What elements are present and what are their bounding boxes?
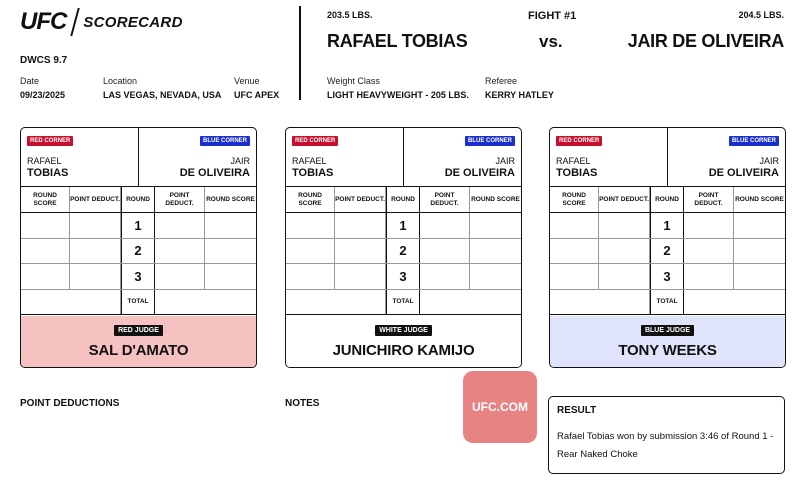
venue-label: Venue <box>234 76 260 86</box>
blue-deduct-cell <box>155 213 205 238</box>
date-label: Date <box>20 76 40 86</box>
red-score-cell <box>550 213 599 238</box>
blue-first-name: JAIR <box>495 156 515 166</box>
referee-value: KERRY HATLEY <box>485 90 554 100</box>
blue-score-cell <box>470 264 521 289</box>
round-row <box>550 264 785 290</box>
red-score-cell <box>21 264 70 289</box>
red-point-deduct-header: POINT DEDUCT. <box>335 187 386 212</box>
blue-weight: 204.5 LBS. <box>738 10 784 20</box>
weightclass-block <box>327 76 469 100</box>
red-corner-cell <box>21 128 139 186</box>
judge-scorecard <box>20 127 257 368</box>
round-number: 1 <box>386 213 420 238</box>
red-corner-cell <box>286 128 404 186</box>
logo-divider <box>71 8 81 36</box>
date-block <box>20 76 65 100</box>
blue-score-cell <box>205 213 256 238</box>
blue-score-cell <box>470 239 521 264</box>
red-point-deduct-header: POINT DEDUCT. <box>70 187 121 212</box>
red-score-cell <box>21 239 70 264</box>
red-total-cell <box>286 290 386 315</box>
blue-score-cell <box>734 264 785 289</box>
blue-round-score-header: ROUND SCORE <box>471 195 520 203</box>
blue-score-cell <box>205 239 256 264</box>
blue-last-name: DE OLIVEIRA <box>179 167 250 179</box>
blue-round-score-header: ROUND SCORE <box>735 195 784 203</box>
ufc-com-label: UFC.COM <box>472 400 528 414</box>
blue-fighter-name: JAIR DE OLIVEIRA <box>627 31 784 51</box>
red-deduct-cell <box>599 264 650 289</box>
red-score-cell <box>286 264 335 289</box>
result-box <box>548 396 785 474</box>
blue-deduct-cell <box>684 264 734 289</box>
red-corner-tag: RED CORNER <box>556 136 602 146</box>
blue-score-cell <box>470 213 521 238</box>
blue-corner-cell <box>139 128 256 186</box>
judge-box <box>550 316 785 367</box>
blue-first-name: JAIR <box>759 156 779 166</box>
location-block <box>103 76 221 100</box>
round-row <box>550 213 785 239</box>
blue-first-name: JAIR <box>230 156 250 166</box>
red-first-name: RAFAEL <box>556 156 591 166</box>
judge-box <box>21 316 256 367</box>
referee-label: Referee <box>485 76 518 86</box>
round-header: ROUND <box>650 187 684 212</box>
red-deduct-cell <box>70 213 121 238</box>
result-text: Rafael Tobias won by submission 3:46 of Round 1 - Rear Naked Choke <box>557 431 774 460</box>
blue-deduct-cell <box>684 239 734 264</box>
ufc-logo <box>20 8 183 36</box>
red-point-deduct-header: POINT DEDUCT. <box>599 187 650 212</box>
round-row <box>21 264 256 290</box>
notes-label: NOTES <box>285 398 320 409</box>
referee-block <box>485 76 554 100</box>
judge-name: SAL D'AMATO <box>88 341 189 359</box>
card-header <box>21 128 256 187</box>
blue-total-cell <box>420 290 521 315</box>
vs-label: vs. <box>539 32 563 51</box>
event-name: DWCS 9.7 <box>20 55 68 66</box>
blue-corner-cell <box>668 128 785 186</box>
total-row <box>286 290 521 316</box>
round-number: 2 <box>386 239 420 264</box>
round-row <box>550 239 785 265</box>
red-deduct-cell <box>335 264 386 289</box>
point-deductions-label: POINT DEDUCTIONS <box>20 398 120 409</box>
red-score-cell <box>550 239 599 264</box>
round-number: 1 <box>650 213 684 238</box>
blue-corner-name <box>180 155 250 179</box>
location-label: Location <box>103 76 138 86</box>
blue-last-name: DE OLIVEIRA <box>444 167 515 179</box>
blue-round-score-header: ROUND SCORE <box>206 195 255 203</box>
round-row <box>286 213 521 239</box>
red-deduct-cell <box>335 213 386 238</box>
ufc-wordmark: UFC <box>20 8 67 35</box>
judge-name: TONY WEEKS <box>618 341 717 359</box>
red-deduct-cell <box>70 239 121 264</box>
red-round-score-header: ROUND SCORE <box>21 187 70 212</box>
red-corner-tag: RED CORNER <box>27 136 73 146</box>
red-score-cell <box>550 264 599 289</box>
blue-corner-name <box>709 155 779 179</box>
blue-deduct-cell <box>684 213 734 238</box>
blue-deduct-cell <box>420 239 470 264</box>
red-score-cell <box>21 213 70 238</box>
red-score-cell <box>286 239 335 264</box>
judge-name: JUNICHIRO KAMIJO <box>332 341 475 359</box>
red-total-cell <box>21 290 121 315</box>
round-number: 3 <box>386 264 420 289</box>
red-deduct-cell <box>335 239 386 264</box>
card-header <box>286 128 521 187</box>
location-value: LAS VEGAS, NEVADA, USA <box>103 90 222 100</box>
red-first-name: RAFAEL <box>292 156 327 166</box>
red-last-name: TOBIAS <box>292 167 334 179</box>
blue-corner-tag: BLUE CORNER <box>200 136 250 146</box>
header-divider <box>299 6 301 100</box>
weightclass-value: LIGHT HEAVYWEIGHT - 205 LBS. <box>327 90 469 100</box>
blue-corner-name <box>445 155 515 179</box>
blue-point-deduct-header: POINT DEDUCT. <box>420 187 470 212</box>
round-header: ROUND <box>386 187 420 212</box>
blue-deduct-cell <box>155 239 205 264</box>
red-corner-name <box>292 155 333 179</box>
round-row <box>286 239 521 265</box>
red-score-cell <box>286 213 335 238</box>
blue-score-cell <box>734 213 785 238</box>
total-row <box>21 290 256 316</box>
blue-corner-tag: BLUE CORNER <box>465 136 515 146</box>
venue-block <box>234 76 279 100</box>
judge-tag: BLUE JUDGE <box>641 325 694 336</box>
round-row <box>21 239 256 265</box>
blue-corner-tag: BLUE CORNER <box>729 136 779 146</box>
venue-value: UFC APEX <box>234 90 280 100</box>
red-deduct-cell <box>70 264 121 289</box>
card-header <box>550 128 785 187</box>
total-label: TOTAL <box>121 290 155 315</box>
blue-score-cell <box>734 239 785 264</box>
total-row <box>550 290 785 316</box>
ufc-com-badge[interactable] <box>463 371 537 443</box>
judge-tag: WHITE JUDGE <box>375 325 432 336</box>
round-header: ROUND <box>121 187 155 212</box>
total-label: TOTAL <box>650 290 684 315</box>
scorecard-title: SCORECARD <box>83 13 183 31</box>
judge-scorecard <box>549 127 786 368</box>
score-grid-header <box>550 187 785 213</box>
blue-last-name: DE OLIVEIRA <box>708 167 779 179</box>
fight-number: FIGHT #1 <box>528 10 577 22</box>
result-title: RESULT <box>557 405 597 416</box>
judge-tag: RED JUDGE <box>114 325 163 336</box>
blue-deduct-cell <box>155 264 205 289</box>
red-corner-cell <box>550 128 668 186</box>
blue-corner-cell <box>404 128 521 186</box>
round-number: 2 <box>650 239 684 264</box>
score-grid-header <box>286 187 521 213</box>
red-corner-name <box>556 155 597 179</box>
blue-deduct-cell <box>420 213 470 238</box>
round-row <box>286 264 521 290</box>
red-corner-tag: RED CORNER <box>292 136 338 146</box>
red-last-name: TOBIAS <box>27 167 69 179</box>
round-number: 2 <box>121 239 155 264</box>
red-deduct-cell <box>599 213 650 238</box>
blue-point-deduct-header: POINT DEDUCT. <box>155 187 205 212</box>
red-deduct-cell <box>599 239 650 264</box>
blue-point-deduct-header: POINT DEDUCT. <box>684 187 734 212</box>
round-number: 3 <box>121 264 155 289</box>
round-row <box>21 213 256 239</box>
round-number: 1 <box>121 213 155 238</box>
red-weight: 203.5 LBS. <box>327 10 373 20</box>
red-total-cell <box>550 290 650 315</box>
total-label: TOTAL <box>386 290 420 315</box>
weightclass-label: Weight Class <box>327 76 380 86</box>
round-number: 3 <box>650 264 684 289</box>
score-grid-header <box>21 187 256 213</box>
red-last-name: TOBIAS <box>556 167 598 179</box>
blue-total-cell <box>684 290 785 315</box>
blue-deduct-cell <box>420 264 470 289</box>
date-value: 09/23/2025 <box>20 90 66 100</box>
red-round-score-header: ROUND SCORE <box>550 187 599 212</box>
judge-scorecard <box>285 127 522 368</box>
judge-box <box>286 316 521 367</box>
red-round-score-header: ROUND SCORE <box>286 187 335 212</box>
blue-total-cell <box>155 290 256 315</box>
red-first-name: RAFAEL <box>27 156 62 166</box>
blue-score-cell <box>205 264 256 289</box>
red-corner-name <box>27 155 68 179</box>
red-fighter-name: RAFAEL TOBIAS <box>327 31 468 51</box>
